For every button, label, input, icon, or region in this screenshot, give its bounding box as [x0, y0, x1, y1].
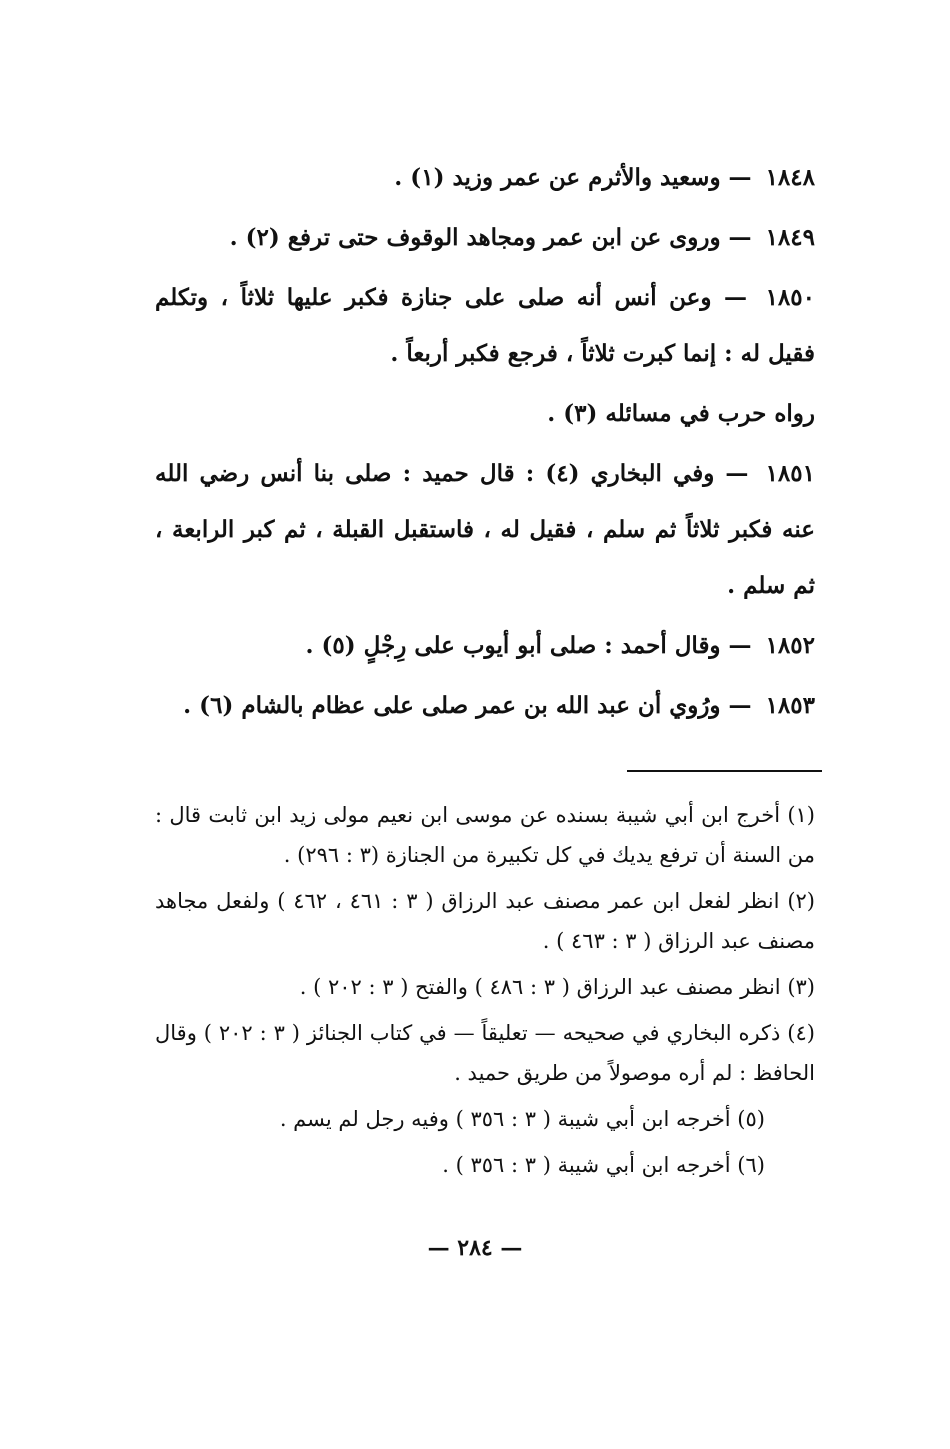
entry-narration	[155, 386, 815, 442]
entry-1851	[155, 446, 815, 614]
page-number: — ٢٨٤ —	[427, 1235, 523, 1261]
footnote-divider	[627, 770, 822, 772]
entry-1850	[155, 270, 815, 382]
entry-number: ١٨٥١	[765, 460, 815, 487]
entry-text: — وعن أنس أنه صلى على جنازة فكبر عليها ثلاثاً ، وتكلم فقيل له : إنما كبرت ثلاثاً ، فرجع فكبر أربعاً .	[155, 284, 815, 367]
entry-text: — وروى عن ابن عمر ومجاهد الوقوف حتى ترفع (٢) .	[229, 224, 752, 251]
entry-number: ١٨٥٢	[765, 632, 815, 659]
entry-number: ١٨٥٠	[765, 284, 815, 311]
entry-number: ١٨٤٩	[765, 224, 815, 251]
entry-1849	[155, 210, 815, 266]
footnote-6: (٦) أخرجه ابن أبي شيبة ( ٣ : ٣٥٦ ) .	[442, 1153, 765, 1177]
entry-number: ١٨٥٣	[765, 692, 815, 719]
footnote-2: (٢) انظر لفعل ابن عمر مصنف عبد الرزاق ( ٣ : ٤٦١ ، ٤٦٢ ) ولفعل مجاهد مصنف عبد الرزاق ( ٣ : ٤٦٣ ) .	[155, 889, 815, 953]
entry-1853	[155, 678, 815, 734]
footnotes	[155, 795, 815, 1191]
entry-text: رواه حرب في مسائله (٣) .	[547, 400, 815, 427]
footnote-1: (١) أخرج ابن أبي شيبة بسنده عن موسى ابن نعيم مولى زيد ابن ثابت قال : من السنة أن ترفع يديك في كل تكبيرة من الجنازة (٣ : ٢٩٦) .	[155, 803, 815, 867]
footnote-3: (٣) انظر مصنف عبد الرزاق ( ٣ : ٤٨٦ ) والفتح ( ٣ : ٢٠٢ ) .	[299, 975, 815, 999]
entry-text: — وسعيد والأثرم عن عمر وزيد (١) .	[394, 164, 752, 191]
entry-text: — وفي البخاري (٤) : قال حميد : صلى بنا أنس رضي الله عنه فكبر ثلاثاً ثم سلم ، فقيل له ، فاستقبل القبلة ، ثم كبر الرابعة ، ثم سلم .	[155, 460, 815, 599]
footnote-4: (٤) ذكره البخاري في صحيحه — تعليقاً — في كتاب الجنائز ( ٣ : ٢٠٢ ) وقال الحافظ : لم أره موصولاً من طريق حميد .	[155, 1021, 815, 1085]
entry-number: ١٨٤٨	[765, 164, 815, 191]
footnote-5: (٥) أخرجه ابن أبي شيبة ( ٣ : ٣٥٦ ) وفيه رجل لم يسم .	[279, 1107, 765, 1131]
main-text	[155, 150, 815, 734]
entry-text: — وقال أحمد : صلى أبو أيوب على رِجْلٍ (٥) .	[305, 632, 752, 659]
entry-1852	[155, 618, 815, 674]
entry-1848	[155, 150, 815, 206]
entry-text: — ورُوي أن عبد الله بن عمر صلى على عظام بالشام (٦) .	[183, 692, 752, 719]
